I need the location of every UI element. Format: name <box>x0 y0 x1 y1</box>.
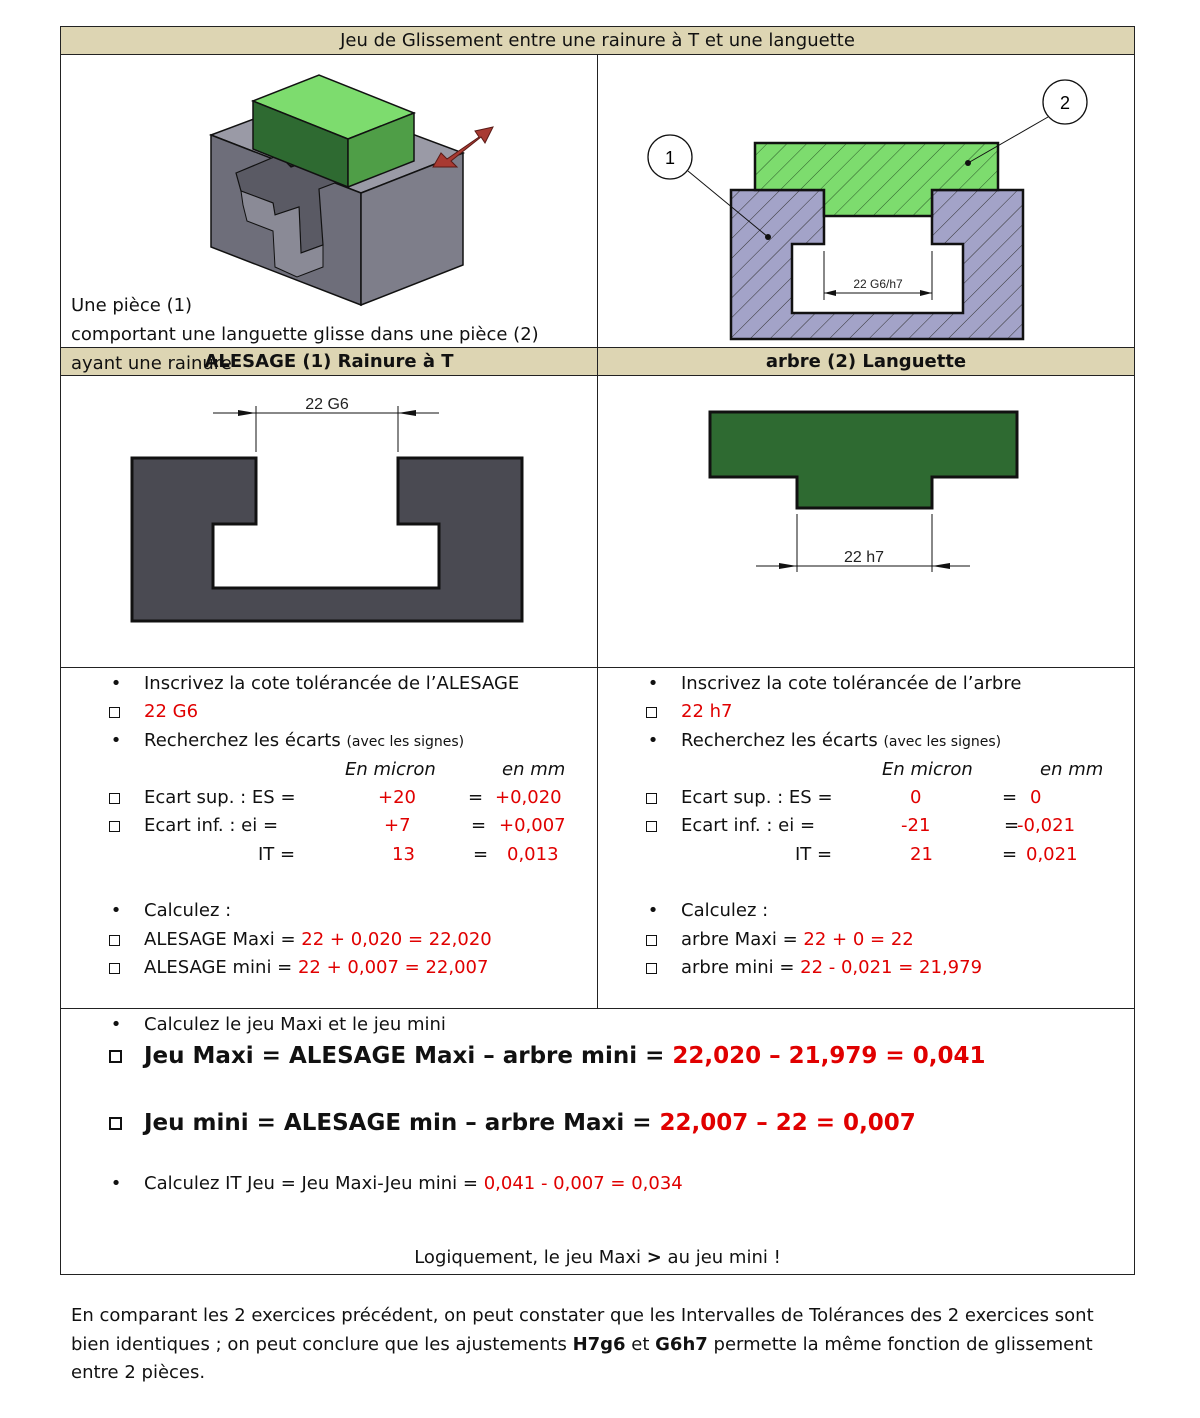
alesage-drawing <box>61 376 598 667</box>
arbre-q1: • Inscrivez la cote tolérancée de l’arbre <box>647 673 1022 694</box>
exercise-sheet <box>60 26 1134 1275</box>
jeu-maxi-row: Jeu Maxi = ALESAGE Maxi – arbre mini = 22,020 – 21,979 = 0,041 <box>61 1039 1134 1073</box>
intro-line-1: Une pièce (1) <box>71 295 193 316</box>
arbre-mini-row: arbre mini = 22 - 0,021 = 21,979 <box>598 954 1134 982</box>
intro-line-2: comportant une languette glisse dans une pièce (2) <box>71 324 539 345</box>
arbre-answer-cote: 22 h7 <box>598 698 1134 726</box>
arbre-header: arbre (2) Languette <box>598 348 1135 376</box>
arbre-drawing-cell <box>598 376 1135 668</box>
alesage-answer-cote: 22 G6 <box>61 698 597 726</box>
arbre-dimension-label: 22 h7 <box>843 549 885 566</box>
alesage-maxi-row: ALESAGE Maxi = 22 + 0,020 = 22,020 <box>61 926 597 954</box>
alesage-es-row: Ecart sup. : ES = +20 = +0,020 <box>61 784 597 812</box>
arbre-questions <box>598 668 1135 1009</box>
arbre-drawing <box>598 376 1135 667</box>
callout-1: 1 <box>664 148 676 168</box>
section-view-drawing <box>598 55 1135 347</box>
jeu-logic-note: Logiquement, le jeu Maxi > au jeu mini ! <box>414 1246 781 1268</box>
alesage-ei-row: Ecart inf. : ei = +7 = +0,007 <box>61 812 597 840</box>
alesage-mini-row: ALESAGE mini = 22 + 0,007 = 22,007 <box>61 954 597 982</box>
alesage-it-row: IT = 13 = 0,013 <box>258 843 559 865</box>
arbre-it-row: IT = 21 = 0,021 <box>795 843 1078 865</box>
jeu-mini-row: Jeu mini = ALESAGE min – arbre Maxi = 22,007 – 22 = 0,007 <box>61 1106 1134 1140</box>
conclusion-paragraph: En comparant les 2 exercices précédent, on peut constater que les Intervalles de Tolérances des 2 exercices sont bien identiques ; on peut conclure que les ajustements H7g6 et G6h7 permette la même fonction de glissement entre 2 pièces. <box>71 1305 1094 1383</box>
alesage-questions <box>61 668 598 1009</box>
alesage-dimension-label: 22 G6 <box>305 396 349 413</box>
arbre-units-header: En micron en mm <box>882 758 1104 780</box>
alesage-q3: • Calculez : <box>110 900 232 922</box>
title-header: Jeu de Glissement entre une rainure à T et une languette <box>61 27 1135 55</box>
arbre-es-row: Ecart sup. : ES = 0 = 0 <box>598 784 1134 812</box>
exercise-table <box>60 26 1135 1275</box>
callout-2: 2 <box>1059 93 1071 113</box>
jeu-question: • Calculez le jeu Maxi et le jeu mini <box>110 1014 446 1035</box>
jeu-section <box>61 1009 1135 1275</box>
section-dimension-label: 22 G6/h7 <box>853 277 903 291</box>
arbre-q2: • Recherchez les écarts (avec les signes) <box>647 729 1002 751</box>
arbre-ei-row: Ecart inf. : ei = -21 = -0,021 <box>598 812 1134 840</box>
alesage-q2: • Recherchez les écarts (avec les signes) <box>110 729 465 751</box>
alesage-q1: • Inscrivez la cote tolérancée de l’ALESAGE <box>110 673 520 694</box>
intro-line-3: ayant une rainure <box>71 353 232 374</box>
arbre-q3: • Calculez : <box>647 900 769 922</box>
alesage-units-header: En micron en mm <box>345 758 566 780</box>
arbre-maxi-row: arbre Maxi = 22 + 0 = 22 <box>598 926 1134 954</box>
alesage-header: ALESAGE (1) Rainure à T <box>61 348 598 376</box>
alesage-drawing-cell <box>61 376 598 668</box>
intro-text <box>71 291 539 378</box>
jeu-it-row: • Calculez IT Jeu = Jeu Maxi-Jeu mini = 0,041 - 0,007 = 0,034 <box>110 1173 683 1195</box>
section-cell <box>598 55 1135 348</box>
